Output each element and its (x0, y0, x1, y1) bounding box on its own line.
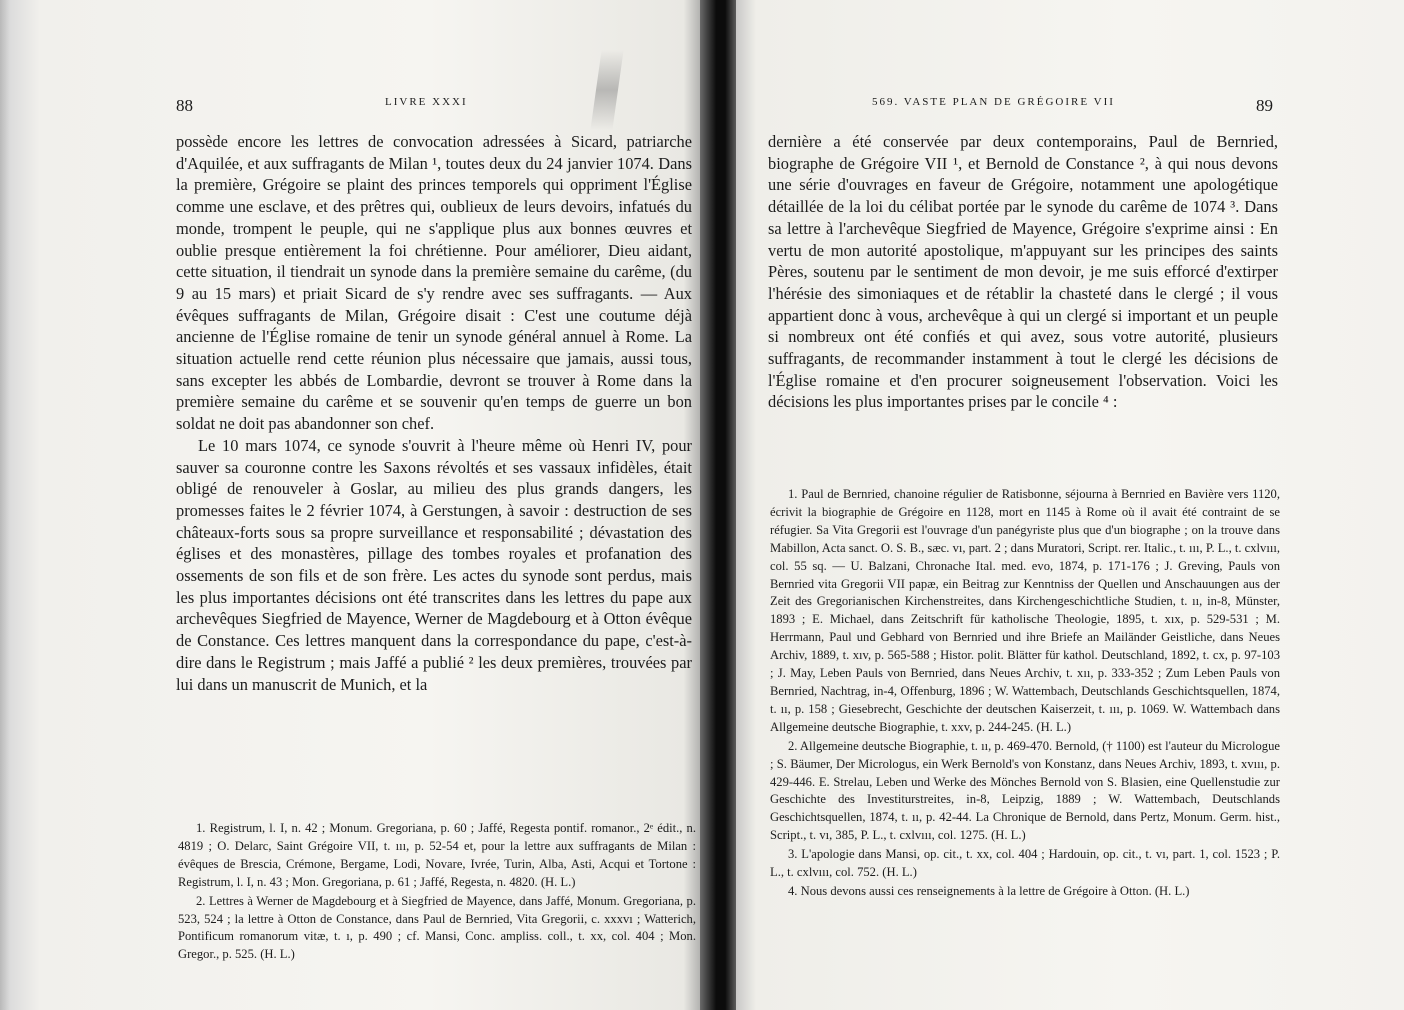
footnote: 4. Nous devons aussi ces renseignements à la lettre de Grégoire à Otton. (H. L.) (788, 883, 1190, 898)
left-paragraph: Le 10 mars 1074, ce synode s'ouvrit à l'heure même où Henri IV, pour sauver sa couronne contre les Saxons révoltés et ses vassaux infidèles, était obligé de renouveler à Goslar, au milieu des plus grands dangers, les promesses faites le 2 février 1074, à Gerstungen, à savoir : destruction de ses châteaux-forts sous sa propre surveillance et responsabilité ; dévastation des églises et des monastères, pillage des tombes royales et profanation des ossements de son fils et de son frère. Les actes du synode sont perdus, mais les plus importantes décisions ont été transcrites dans les lettres du pape aux archevêques Siegfried de Mayence, Werner de Magdebourg et à Otton évêque de Constance. Ces lettres manquent dans la correspondance du pape, c'est-à-dire dans le Registrum ; mais Jaffé a publié ² les deux premières, trouvées par lui dans un manuscrit de Munich, et la (176, 435, 692, 694)
left-page-number: 88 (176, 96, 193, 115)
right-running-head: 569. VASTE PLAN DE GRÉGOIRE VII (872, 96, 1115, 108)
right-paragraph: dernière a été conservée par deux contemporains, Paul de Bernried, biographe de Grégoire VII ¹, et Bernold de Constance ², à qui nous devons une série d'ouvrages en faveur de Grégoire, notamment une apologétique détaillée de la loi du célibat portée par le synode du carême de 1074 ³. Dans sa lettre à l'archevêque Siegfried de Mayence, Grégoire s'exprime ainsi : En vertu de mon autorité apostolique, m'appuyant sur les principes des saints Pères, soutenu par le sentiment de mon devoir, je me suis efforcé d'extirper l'hérésie des simoniaques et de rétablir la chasteté dans le clergé ; il vous appartient donc à vous, archevêque à qui un clergé si important et un peuple si nombreux ont été confiés et qui avez, sous votre autorité, plusieurs suffragants, de recommander instamment à tout le clergé les décisions de l'Église romaine et d'en procurer soigneusement l'observation. Voici les décisions les plus importantes prises par le concile ⁴ : (768, 132, 1278, 412)
right-body-text (768, 131, 1278, 413)
footnote: 3. L'apologie dans Mansi, op. cit., t. xx, col. 404 ; Hardouin, op. cit., t. vı, part. 1, col. 1523 ; P. L., t. cxlvııı, col. 752. (H. L.) (770, 847, 1280, 880)
right-footnotes (770, 486, 1280, 902)
book-gutter (700, 0, 736, 1010)
footnote: 2. Allgemeine deutsche Biographie, t. ıı, p. 469-470. Bernold, († 1100) est l'auteur du Micrologue ; S. Bäumer, Der Micrologus, ein Werk Bernold's von Konstanz, dans Neues Archiv, 1893, t. xvııı, p. 429-446. E. Strelau, Leben und Werke des Mönches Bernold von S. Blasien, eine Quellenstudie zur Geschichte des Investiturstreites, in-8, Leipzig, 1889 ; W. Wattembach, Deutschlands Geschichtsquellen, 1874, t. ıı, p. 42-44. La Chronique de Bernold, dans Pertz, Monum. Germ. hist., Script., t. vı, 385, P. L., t. cxlvııı, col. 1275. (H. L.) (770, 738, 1280, 843)
left-running-head: LIVRE XXXI (385, 96, 468, 108)
footnote: 2. Lettres à Werner de Magdebourg et à Siegfried de Mayence, dans Jaffé, Monum. Gregoriana, p. 523, 524 ; la lettre à Otton de Constance, dans Paul de Bernried, Vita Gregorii, c. xxxvı ; Watterich, Pontificum romanorum vitæ, t. ı, p. 490 ; cf. Mansi, Conc. ampliss. coll., t. xx, col. 404 ; Mon. Gregor., p. 525. (H. L.) (178, 893, 696, 962)
left-paragraph: possède encore les lettres de convocation adressées à Sicard, patriarche d'Aquilée, et aux suffragants de Milan ¹, toutes deux du 24 janvier 1074. Dans la première, Grégoire se plaint des princes temporels qui oppriment l'Église comme une esclave, et des prêtres qui, oublieux de leurs devoirs, infatués du monde, trompent le peuple, qui ne s'applique plus aux bonnes œuvres et oublie presque entièrement la foi chrétienne. Pour améliorer, Dieu aidant, cette situation, il tiendrait un synode dans la première semaine du carême, (du 9 au 15 mars) et priait Sicard de s'y rendre avec ses suffragants. — Aux évêques suffragants de Milan, Grégoire disait : C'est une coutume déjà ancienne de l'Église romaine de tenir un synode général annuel à Rome. La situation actuelle rend cette réunion plus nécessaire que jamais, aussi tous, sans excepter les abbés de Lombardie, devront se trouver à Rome dans la première semaine du carême et se souvenir qu'en temps de guerre un bon soldat ne doit pas abandonner son chef. (176, 132, 692, 434)
left-body-text (176, 131, 692, 695)
right-page-number: 89 (1256, 96, 1273, 115)
footnote: 1. Registrum, l. I, n. 42 ; Monum. Gregoriana, p. 60 ; Jaffé, Regesta pontif. romanor., 2ᵉ édit., n. 4819 ; O. Delarc, Saint Grégoire VII, t. ııı, p. 52-54 et, pour la lettre aux suffragants de Milan : évêques de Brescia, Crémone, Bergame, Lodi, Novare, Ivrée, Turin, Alba, Asti, Acqui et Tortone : Registrum, l. I, n. 43 ; Mon. Gregoriana, p. 61 ; Jaffé, Regesta, n. 4820. (H. L.) (178, 821, 696, 889)
footnote: 1. Paul de Bernried, chanoine régulier de Ratisbonne, séjourna à Bernried en Bavière vers 1120, écrivit la biographie de Grégoire en 1128, mort en 1145 à Rome où il avait été contraint de se réfugier. Sa Vita Gregorii est l'ouvrage d'un panégyriste plus que d'un biographe ; on la trouve dans Mabillon, Acta sanct. O. S. B., sæc. vı, part. 2 ; dans Muratori, Script. rer. Italic., t. ııı, P. L., t. cxlvııı, col. 55 sq. — U. Balzani, Chronache Ital. med. evo, 1874, p. 171-176 ; J. Greving, Pauls von Bernried vita Gregorii VII papæ, ein Beitrag zur Kenntniss der Quellen und Anschauungen aus der Zeit des Gregorianischen Kirchenstreites, dans Kirchengeschichtliche Studien, t. ıı, in-8, Münster, 1893 ; E. Michael, dans Zeitschrift für katholische Theologie, 1895, t. xıx, p. 529-531 ; M. Herrmann, Paul und Gebhard von Bernried und ihre Briefe an Mailänder Geistliche, dans Neues Archiv, 1889, t. xıv, p. 565-588 ; Histor. polit. Blätter für kathol. Deutschland, 1892, t. cx, p. 97-103 ; J. May, Leben Pauls von Bernried, dans Neues Archiv, t. xıı, p. 333-352 ; Zum Leben Pauls von Bernried, Nachtrag, in-4, Offenburg, 1896 ; W. Wattembach, Deutschlands Geschichtsquellen, 1874, t. ıı, p. 158 ; Giesebrecht, Geschichte der deutschen Kaiserzeit, t. ııı, p. 1069. W. Wattembach dans Allgemeine deutsche Biographie, t. xxv, p. 244-245. (H. L.) (770, 487, 1280, 734)
left-footnotes (178, 820, 696, 965)
